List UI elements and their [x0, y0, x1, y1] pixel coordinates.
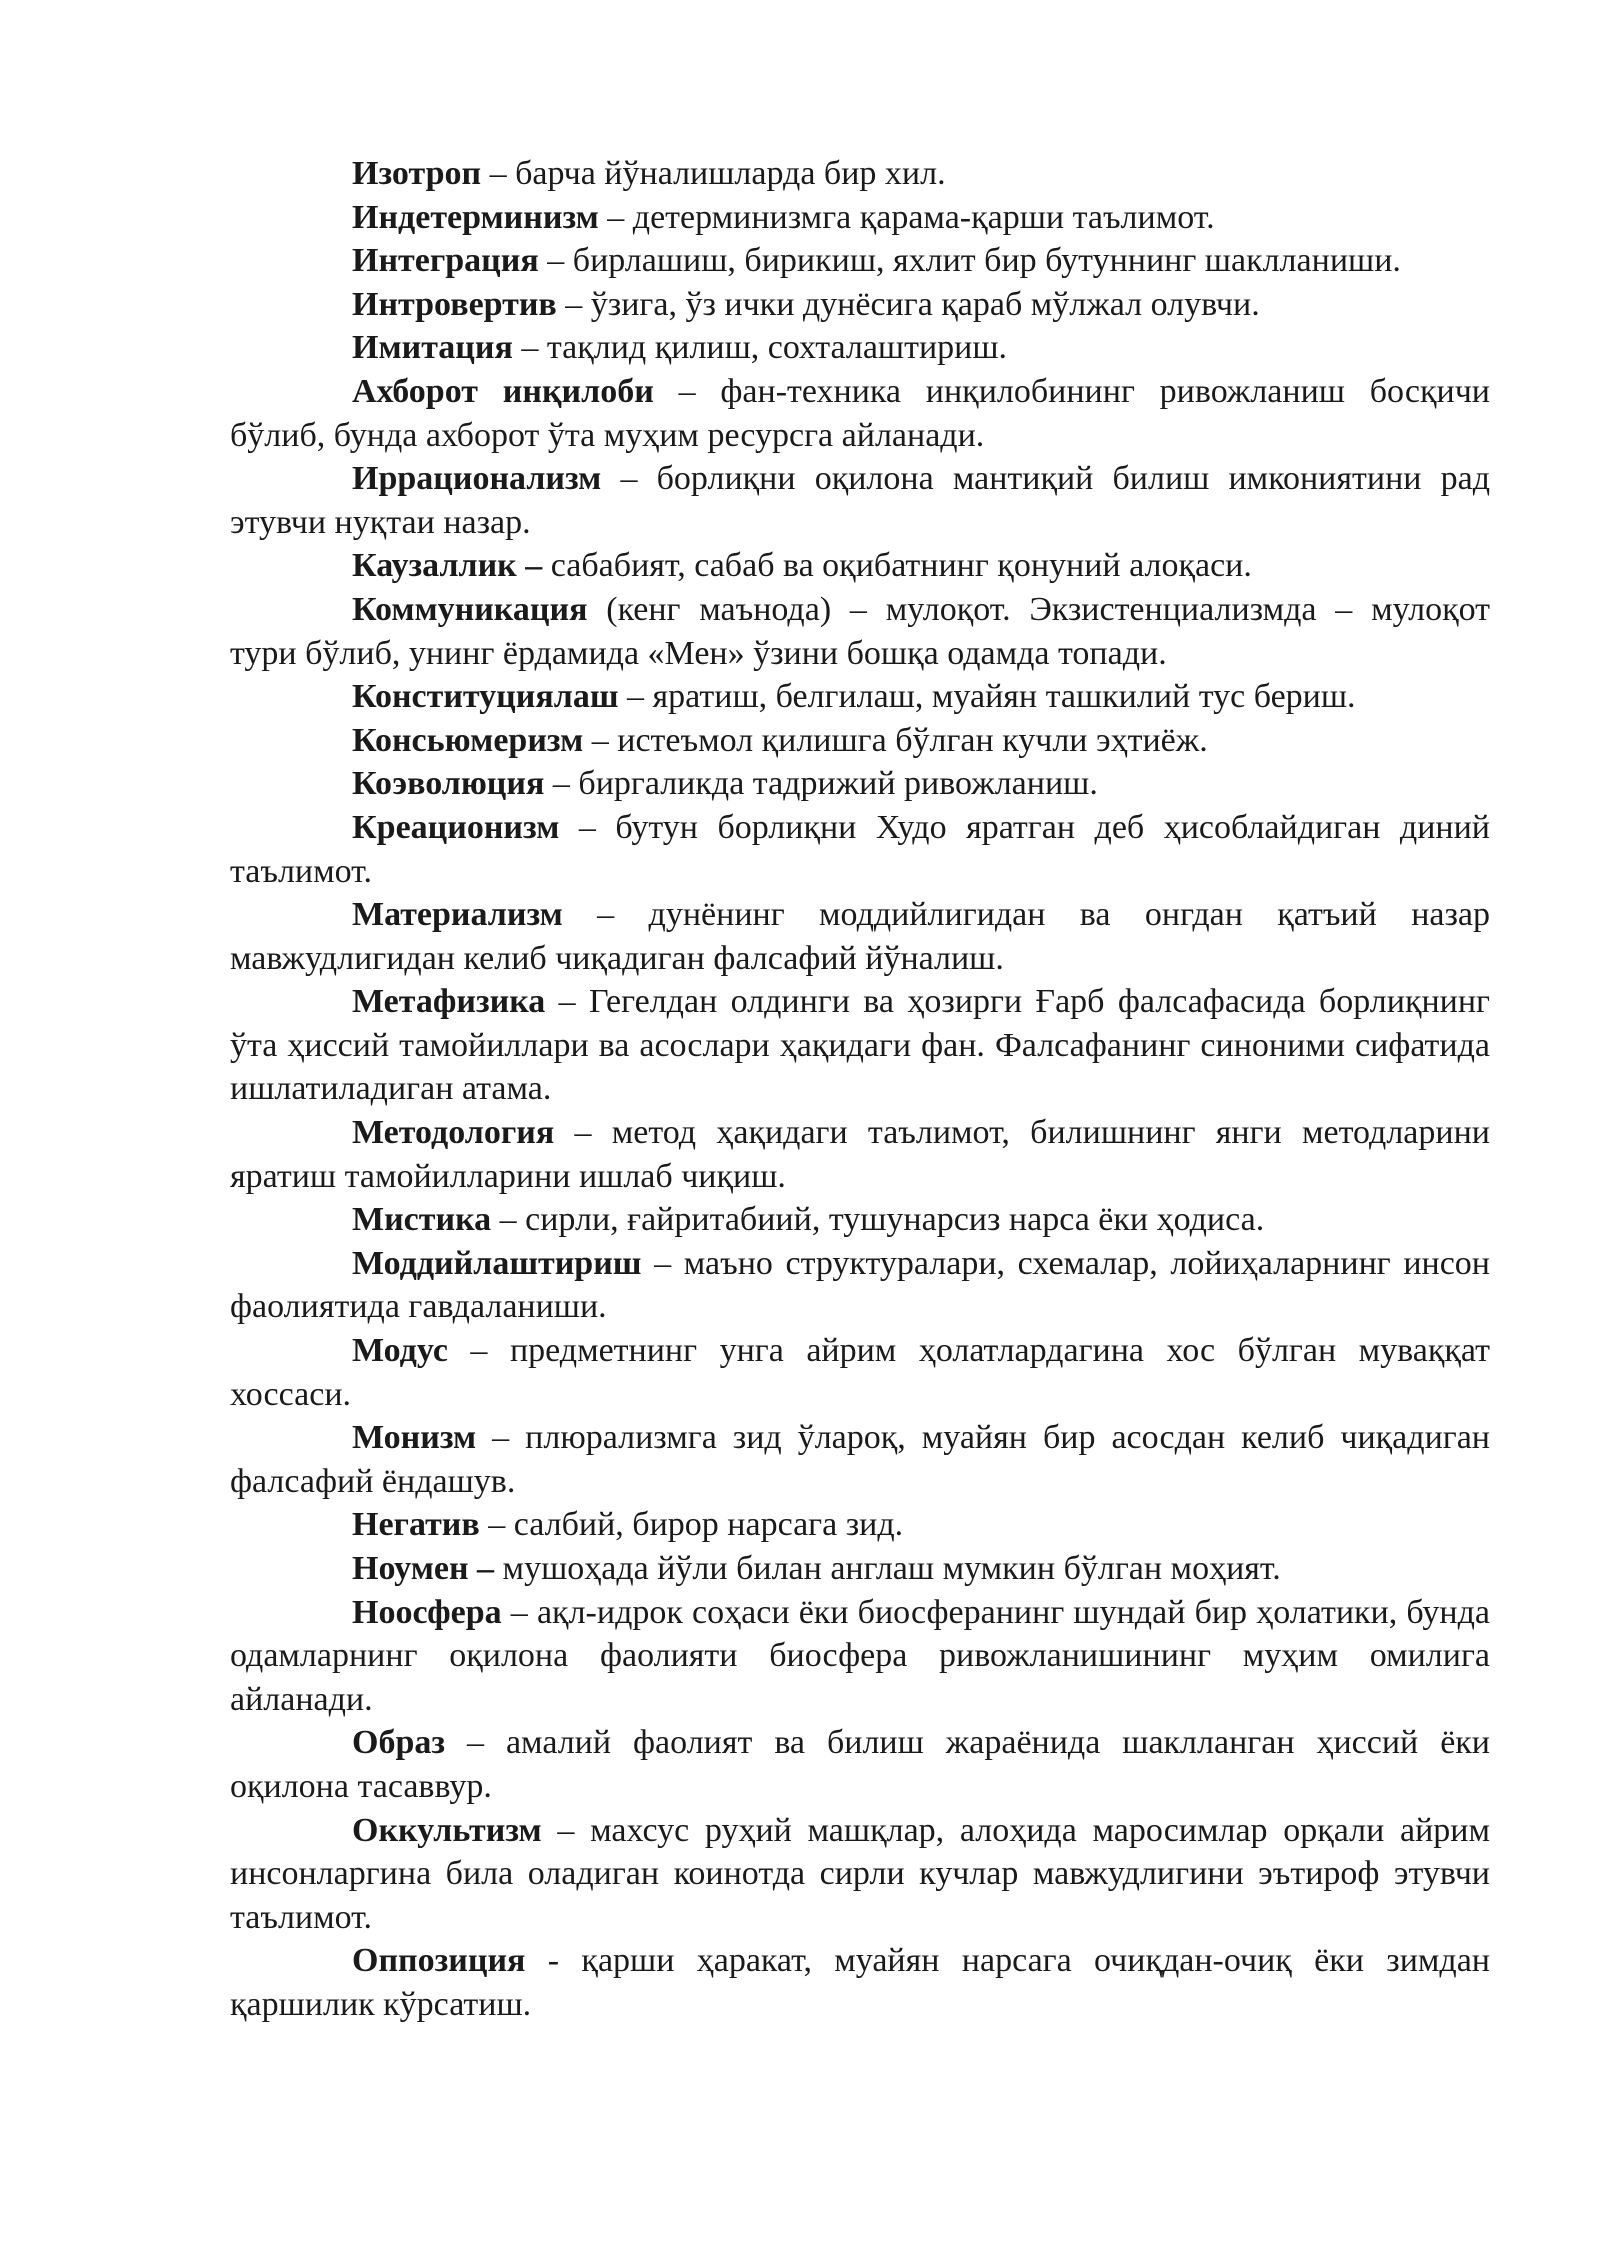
entry-definition: – ўзига, ўз ички дунёсига қараб мўлжал олувчи. [556, 285, 1260, 323]
glossary-entry [230, 588, 1490, 675]
glossary-entry [230, 544, 1490, 588]
entry-term: Материализм [352, 896, 563, 934]
entry-definition: – амалий фаолият ва билиш жараёнида шаклланган ҳиссий ёки оқилона тасаввур. [230, 1724, 1490, 1805]
entry-term: Изотроп [352, 155, 482, 192]
entry-term: Оппозиция [352, 1942, 526, 1980]
entry-term: Моддийлаштириш [352, 1244, 642, 1282]
entry-term: Ноумен – [352, 1550, 495, 1587]
entry-term: Коэволюция [352, 765, 545, 803]
entry-term: Образ [352, 1724, 446, 1762]
entry-definition: – яратиш, белгилаш, муайян ташкилий тус бериш. [618, 678, 1356, 716]
entry-term: Коммуникация [352, 590, 588, 628]
glossary-entry [230, 675, 1490, 719]
glossary-entry [230, 1242, 1490, 1329]
glossary-text [230, 152, 1490, 2027]
entry-definition: – Гегелдан олдинги ва ҳозирги Ғарб фалсафасида борлиқнинг ўта ҳиссий тамойиллари ва асослари ҳақидаги фан. Фалсафанинг синоними сифатида ишлатиладиган атама. [230, 983, 1490, 1108]
glossary-entry [230, 1591, 1490, 1722]
entry-term: Ахборот инқилоби [352, 372, 654, 410]
entry-definition: – детерминизмга қарама-қарши таълимот. [598, 198, 1215, 236]
glossary-entry [230, 1809, 1490, 1940]
glossary-entry [230, 457, 1490, 544]
glossary-entry [230, 1547, 1490, 1591]
glossary-entry [230, 326, 1490, 370]
entry-term: Каузаллик – [352, 547, 543, 585]
entry-definition: – махсус руҳий машқлар, алоҳида маросимлар орқали айрим инсонларгина била оладиган коинотда сирли кучлар мавжудлигини эътироф этувчи таълимот. [230, 1811, 1490, 1936]
entry-term: Иррационализм [352, 460, 602, 498]
entry-definition: – фан-техника инқилобининг ривожланиш босқичи бўлиб, бунда ахборот ўта муҳим ресурсга айланади. [230, 372, 1490, 454]
glossary-entry [230, 1416, 1490, 1503]
glossary-entry [230, 196, 1490, 240]
entry-definition: (кенг маънода) – мулоқот. Экзистенциализмда – мулоқот тури бўлиб, унинг ёрдамида «Мен» ўзини бошқа одамда топади. [230, 590, 1490, 672]
entry-definition: – барча йўналишларда бир хил. [481, 155, 946, 192]
entry-definition: – дунёнинг моддийлигидан ва онгдан қатъий назар мавжудлигидан келиб чиқадиган фалсафий йўналиш. [230, 896, 1490, 977]
entry-definition: – маъно структуралари, схемалар, лойиҳаларнинг инсон фаолиятида гавдаланиши. [230, 1244, 1490, 1326]
entry-term: Имитация [352, 329, 513, 367]
glossary-entry [230, 893, 1490, 980]
entry-definition: – бирлашиш, бирикиш, яхлит бир бутуннинг шаклланиши. [538, 242, 1401, 280]
entry-term: Мистика [352, 1201, 492, 1239]
entry-definition: – ақл-идрок соҳаси ёки биосферанинг шундай бир ҳолатики, бунда одамларнинг оқилона фаолияти биосфера ривожланишининг муҳим омилига айланади. [230, 1593, 1490, 1718]
entry-term: Интеграция [352, 242, 539, 280]
entry-term: Индетерминизм [352, 198, 599, 236]
glossary-entry [230, 283, 1490, 327]
glossary-entry [230, 1198, 1490, 1242]
entry-definition: – тақлид қилиш, сохталаштириш. [512, 329, 1008, 367]
glossary-entry [230, 152, 1490, 196]
glossary-entry [230, 1329, 1490, 1416]
glossary-entry [230, 806, 1490, 893]
entry-term: Консьюмеризм [352, 721, 584, 759]
entry-term: Ноосфера [352, 1593, 502, 1631]
glossary-entry [230, 1111, 1490, 1198]
entry-definition: – предметнинг унга айрим ҳолатлардагина хос бўлган муваққат хоссаси. [230, 1332, 1490, 1413]
entry-definition: – сирли, ғайритабиий, тушунарсиз нарса ёки ҳодиса. [491, 1201, 1265, 1239]
entry-definition: - қарши ҳаракат, муайян нарсага очиқдан-очиқ ёки зимдан қаршилик кўрсатиш. [230, 1942, 1490, 2023]
glossary-entry [230, 1503, 1490, 1547]
entry-term: Креационизм [352, 808, 560, 846]
entry-term: Негатив [352, 1506, 480, 1544]
entry-definition: – салбий, бирор нарсага зид. [479, 1506, 904, 1544]
entry-term: Конституциялаш [352, 678, 619, 716]
entry-definition: – биргаликда тадрижий ривожланиш. [544, 765, 1098, 803]
glossary-entry [230, 719, 1490, 763]
entry-definition: – бутун борлиқни Худо яратган деб ҳисоблайдиган диний таълимот. [230, 808, 1490, 890]
entry-term: Интровертив [352, 285, 557, 323]
glossary-entry [230, 1721, 1490, 1808]
entry-definition: мушоҳада йўли билан англаш мумкин бўлган моҳият. [494, 1550, 1281, 1587]
glossary-entry [230, 980, 1490, 1111]
entry-term: Оккультизм [352, 1811, 542, 1849]
entry-definition: – истеъмол қилишга бўлган кучли эҳтиёж. [583, 721, 1208, 759]
entry-definition: – метод ҳақидаги таълимот, билишнинг янги методларини яратиш тамойилларини ишлаб чиқиш. [230, 1114, 1490, 1195]
entry-term: Монизм [352, 1419, 477, 1457]
glossary-entry [230, 1939, 1490, 2026]
entry-definition: – плюрализмга зид ўлароқ, муайян бир асосдан келиб чиқадиган фалсафий ёндашув. [230, 1419, 1490, 1500]
entry-definition: сабабият, сабаб ва оқибатнинг қонуний алоқаси. [542, 547, 1252, 585]
entry-term: Метафизика [352, 983, 546, 1021]
entry-term: Методология [352, 1114, 555, 1152]
glossary-entry [230, 370, 1490, 457]
glossary-entry [230, 239, 1490, 283]
entry-definition: – борлиқни оқилона мантиқий билиш имкониятини рад этувчи нуқтаи назар. [230, 460, 1490, 541]
glossary-entry [230, 762, 1490, 806]
entry-term: Модус [352, 1332, 448, 1370]
